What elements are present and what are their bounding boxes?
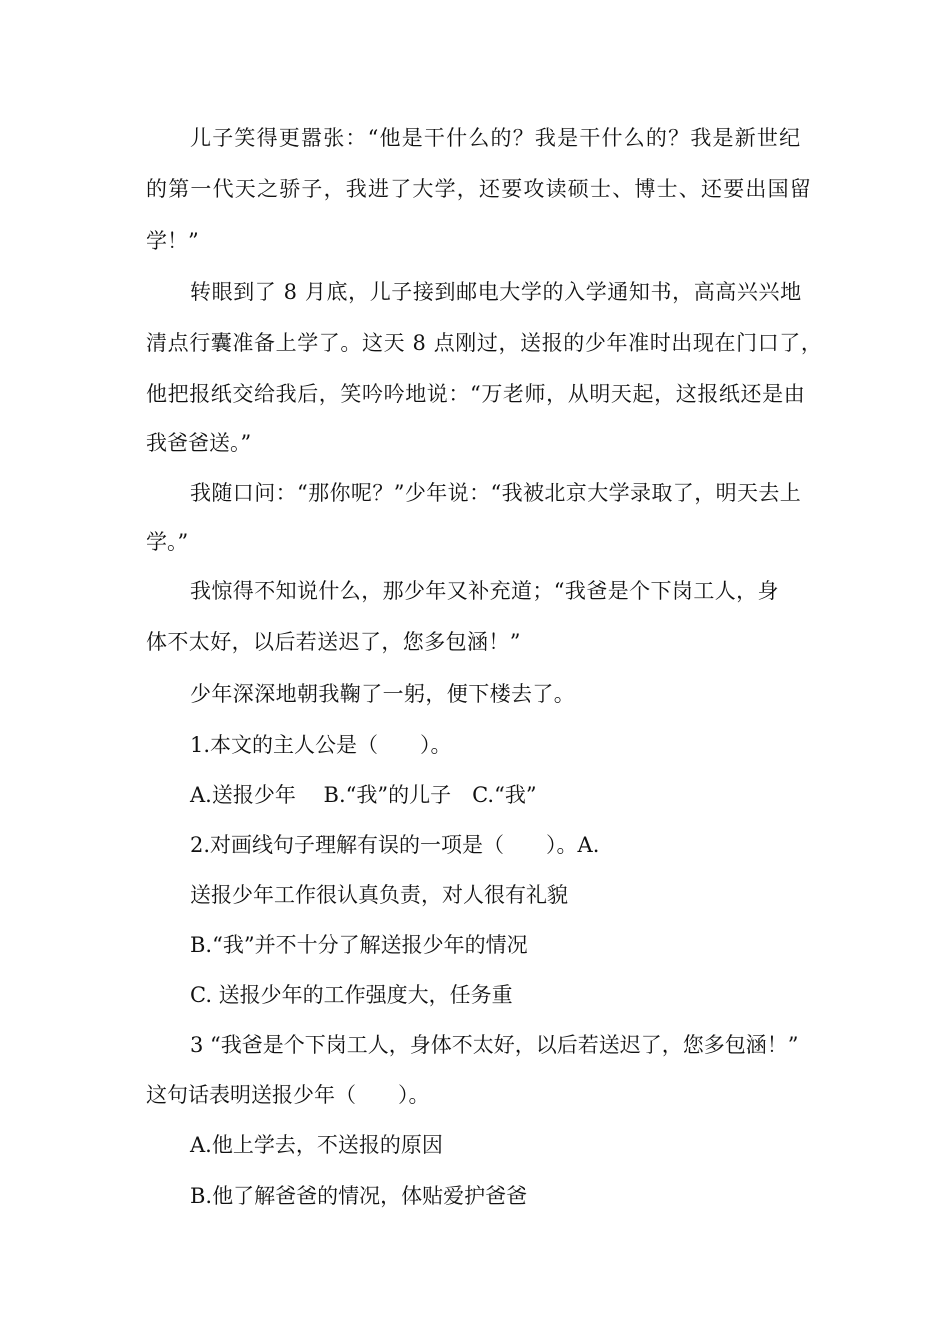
question-3-option-b: B.他了解爸爸的情况，体贴爱护爸爸 (190, 1184, 528, 1208)
text-line: 的第一代天之骄子，我进了大学，还要攻读硕士、博士、还要出国留 (146, 177, 812, 201)
question-2-option-b: B.“我”并不十分了解送报少年的情况 (190, 933, 528, 957)
text-line: 学。” (146, 530, 189, 554)
text-line: 体不太好，以后若送迟了，您多包涵！” (146, 630, 521, 654)
question-2: 2.对画线句子理解有误的一项是（ ）。A. (190, 833, 600, 857)
text-line: 儿子笑得更嚣张：“他是干什么的？我是干什么的？我是新世纪 (190, 126, 802, 150)
text-line: 我惊得不知说什么，那少年又补充道；“我爸是个下岗工人，身 (190, 579, 779, 603)
question-1: 1.本文的主人公是（ ）。 (190, 733, 452, 757)
text-line: 学！” (146, 229, 199, 253)
text-line: 清点行囊准备上学了。这天 8 点刚过，送报的少年准时出现在门口了， (146, 331, 823, 355)
question-2-option-a: 送报少年工作很认真负责，对人很有礼貌 (190, 883, 568, 907)
question-3-continued: 这句话表明送报少年（ ）。 (146, 1083, 430, 1107)
text-line: 我随口问：“那你呢？”少年说：“我被北京大学录取了，明天去上 (190, 481, 802, 505)
text-line: 少年深深地朝我鞠了一躬，便下楼去了。 (190, 682, 576, 706)
question-3-option-a: A.他上学去，不送报的原因 (190, 1133, 443, 1157)
question-1-options: A.送报少年 B.“我”的儿子 C.“我” (190, 783, 537, 807)
question-3: 3 “我爸是个下岗工人，身体不太好，以后若送迟了，您多包涵！” (190, 1033, 799, 1057)
question-2-option-c: C. 送报少年的工作强度大，任务重 (190, 983, 513, 1007)
text-line: 他把报纸交给我后，笑吟吟地说：“万老师，从明天起，这报纸还是由 (146, 382, 806, 406)
text-line: 转眼到了 8 月底，儿子接到邮电大学的入学通知书，高高兴兴地 (190, 280, 802, 304)
text-line: 我爸爸送。” (146, 431, 252, 455)
